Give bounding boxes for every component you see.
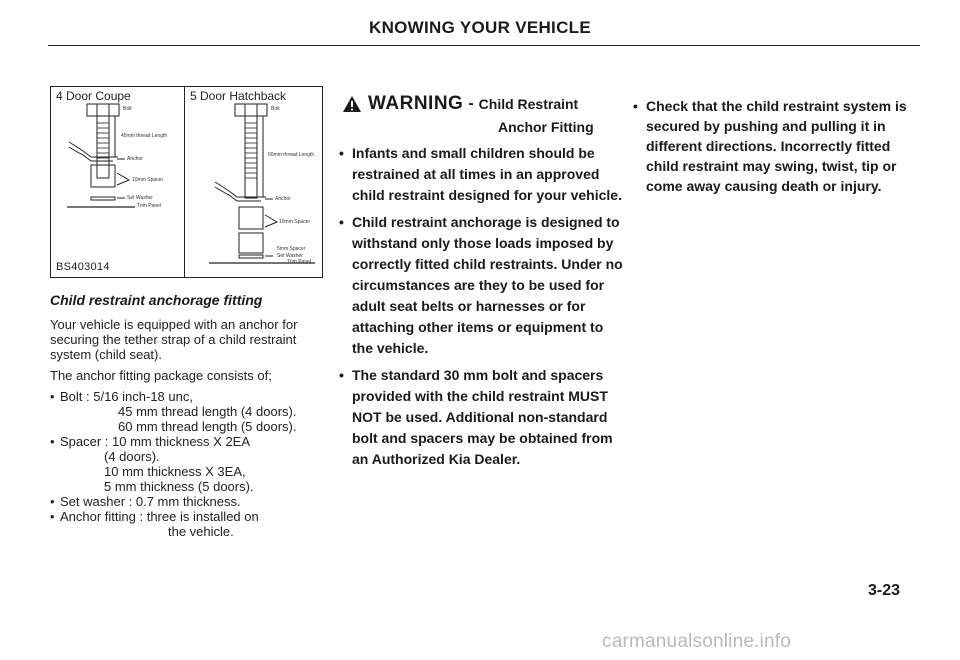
anchorage-section <box>50 292 330 539</box>
list-item <box>50 509 330 539</box>
list-item: • Child restraint anchorage is designed to withstand only those loads imposed by correctly fitted child restraints. Under no circumstances are they to be used for adult seat belts or harnesses or for attaching other items or equipment to the vehicle. <box>336 212 626 359</box>
label-trim-hatchback: Trim Panel <box>287 259 311 265</box>
diagram-code: BS403014 <box>56 261 110 273</box>
warning-list-continued <box>630 96 925 196</box>
bolt-head-hatchback <box>235 104 267 116</box>
anchor-hook-coupe <box>69 142 113 157</box>
warning-block <box>336 90 626 476</box>
section-heading: Child restraint anchorage fitting <box>50 292 263 308</box>
spec-line: • Bolt : 5/16 inch-18 unc, <box>60 389 193 404</box>
header-rule <box>48 45 920 46</box>
anchor-hook-hatchback <box>215 182 261 197</box>
list-item: • The standard 30 mm bolt and spacers provided with the child restraint MUST NOT be used. Additional non-standard bolt and spacers may be obtained from an Authorized Kia Dealer. <box>336 365 626 470</box>
spec-line: • Set washer : 0.7 mm thickness. <box>60 494 241 509</box>
washer-coupe <box>91 197 115 200</box>
spec-line: 45 mm thread length (4 doors). <box>118 404 297 419</box>
warning-heading <box>336 90 626 118</box>
label-washer-hatchback: Set Washer <box>277 253 303 259</box>
spec-line: 5 mm thickness (5 doors). <box>104 479 254 494</box>
label-bolt-coupe: Bolt <box>123 106 132 112</box>
spacer-coupe <box>91 165 115 187</box>
warning-word: WARNING <box>368 93 464 114</box>
label-trim-coupe: Trim Panel <box>137 203 161 209</box>
warning-triangle-icon <box>342 95 362 113</box>
spec-line: the vehicle. <box>168 524 234 539</box>
label-thread-coupe: 45mm thread Length <box>121 133 168 139</box>
spec-line: • Spacer : 10 mm thickness X 2EA <box>60 434 251 449</box>
warning-list <box>336 143 626 470</box>
label-spacer-coupe: 10mm Spacer <box>132 177 164 183</box>
list-item: • Check that the child restraint system is secured by pushing and pulling it in different directions. Incorrectly fitted child restraint may swing, twist, tip or come away causing death or injury. <box>630 96 925 196</box>
bolt-head-coupe <box>87 104 119 116</box>
warning-title-line1: Child Restraint <box>478 96 579 112</box>
spacer-10mm-hatchback <box>239 207 263 229</box>
list-item <box>50 389 330 434</box>
section-intro: Your vehicle is equipped with an anchor for securing the tether strap of a child restraint system (child seat). <box>50 317 298 362</box>
diagram-title-coupe: 4 Door Coupe <box>56 89 131 103</box>
spec-line: • Anchor fitting : three is installed on <box>60 509 259 524</box>
page-number: 3-23 <box>868 582 901 599</box>
label-anchor-coupe: Anchor <box>127 156 143 162</box>
bolt-shank-coupe <box>97 116 109 178</box>
warning-title-line2: Anchor Fitting <box>498 119 594 135</box>
spec-line: (4 doors). <box>104 449 160 464</box>
label-thread-hatchback: 60mm thread Length <box>268 152 315 158</box>
label-spacer5-hatchback: 5mm Spacer <box>277 246 306 252</box>
spec-list <box>50 389 330 539</box>
list-item <box>50 494 330 509</box>
watermark: carmanualsonline.info <box>602 631 792 652</box>
spec-line: 10 mm thickness X 3EA, <box>104 464 246 479</box>
page-header-title: KNOWING YOUR VEHICLE <box>369 18 591 37</box>
list-item <box>50 434 330 494</box>
warning-dash: - <box>468 95 474 112</box>
label-washer-coupe: Set Washer <box>127 195 153 201</box>
spec-line: 60 mm thread length (5 doors). <box>118 419 297 434</box>
label-spacer10-hatchback: 10mm Spacer <box>279 219 311 225</box>
washer-hatchback <box>239 255 263 258</box>
list-item: • Infants and small children should be restrained at all times in an approved child restraint designed for your vehicle. <box>336 143 626 206</box>
anchor-diagram <box>50 86 323 278</box>
spacer-5mm-hatchback <box>239 233 263 253</box>
label-anchor-hatchback: Anchor <box>275 196 291 202</box>
warning-continued <box>630 96 925 202</box>
label-bolt-hatchback: Bolt <box>271 106 280 112</box>
diagram-title-hatchback: 5 Door Hatchback <box>190 89 287 103</box>
package-intro: The anchor fitting package consists of; <box>50 368 272 383</box>
